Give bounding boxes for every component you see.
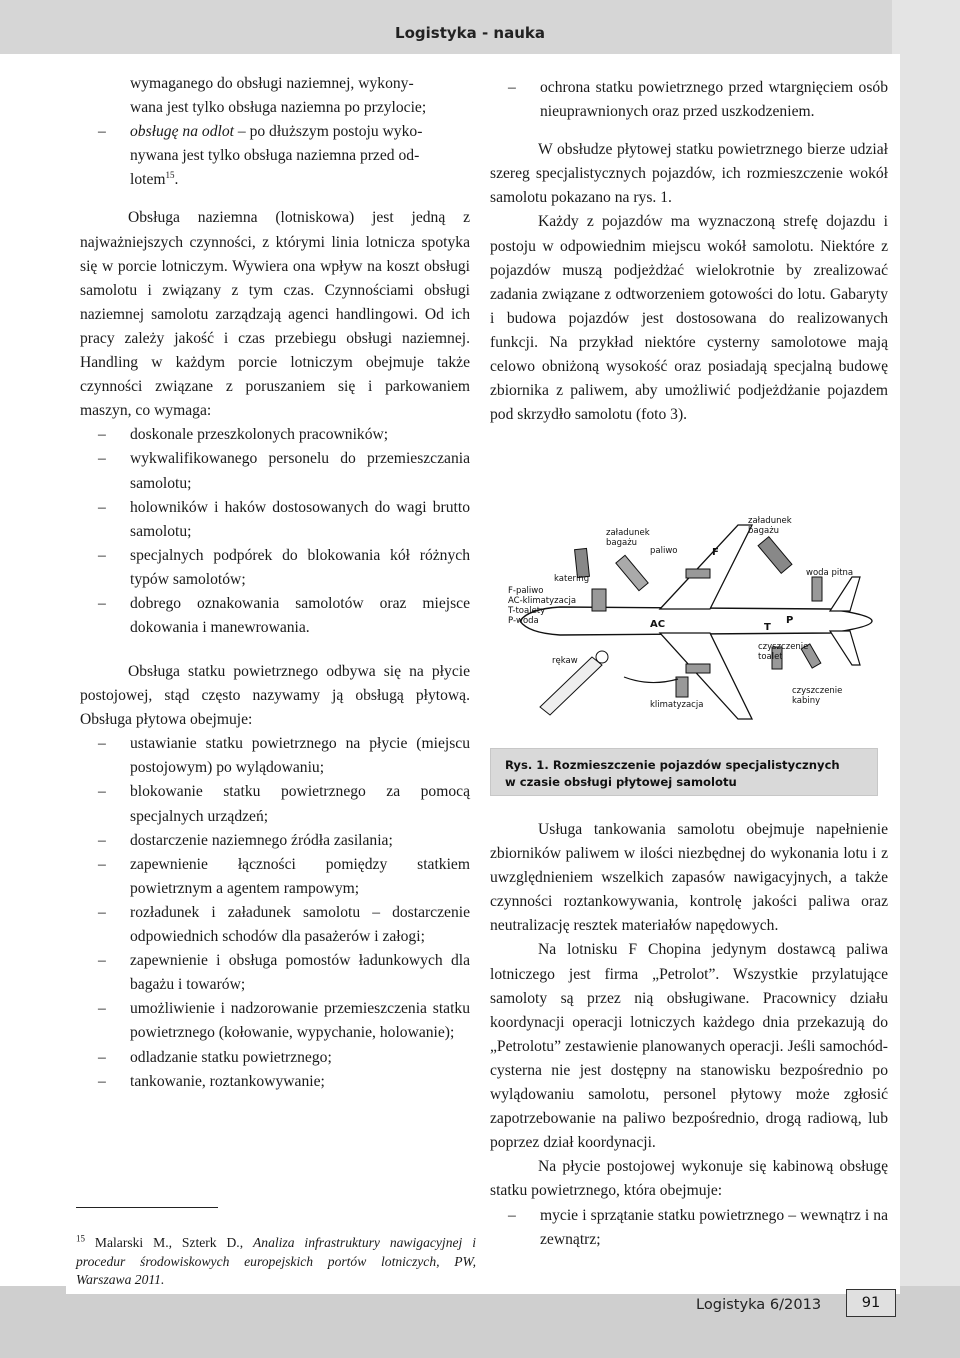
intro-line: lotem [130, 171, 166, 189]
list-item: – rozładunek i załadunek samolotu – dostarczenie odpowiednich schodów dla pasażerów i załogi; [80, 901, 470, 949]
right-column-lower [490, 818, 888, 1252]
marker-ac: AC [650, 619, 666, 630]
requirements-list [80, 423, 470, 640]
list-item: – wykwalifikowanego personelu do przemieszczania samolotu; [80, 447, 470, 495]
label-woda-pitna: woda pitna [806, 568, 854, 578]
baggage-loader-top-icon [758, 537, 792, 574]
aircraft-service-diagram [500, 497, 880, 733]
caption-line: Rys. 1. Rozmieszczenie pojazdów specjalistycznych [505, 758, 840, 772]
paragraph-vehicles: W obsłudze płytowej statku powietrznego bierze udział szereg specjalistycznych pojazdów, ich rozmieszczenie wokół samolotu pokazano na rys. 1. [490, 141, 888, 207]
intro-line-italic: obsługę na odlot [130, 123, 234, 141]
footnote-authors: Malarski M., Szterk D., [94, 1235, 244, 1250]
apron-tasks-list [80, 732, 470, 1093]
intro-list [80, 72, 470, 192]
intro-line: . [174, 171, 179, 189]
list-item: – dostarczenie naziemnego źródła zasilania; [80, 829, 470, 853]
paragraph-refueling: Usługa tankowania samolotu obejmuje napełnienie zbiorników paliwem w ilości niezbędnej do wykonania lotu i z uwzględnieniem wszelkich zapasów nawigacyjnych, a także czynności roztankowywania, kontrolę jakości paliwa oraz neutralizację resztek materiałów napędowych. [490, 821, 888, 935]
aircraft-fuselage [520, 607, 872, 635]
right-margin-band [892, 0, 960, 1358]
footnote-title: Analiza infrastruktury nawigacyjnej i procedur środowiskowych europejskich portów lotniczych, PW, Warszawa 2011. [76, 1235, 476, 1287]
list-item: – ochrona statku powietrznego przed wtargnięciem osób nieuprawnionych oraz przed uszkodzeniem. [490, 76, 888, 124]
list-item: – doskonale przeszkolonych pracowników; [80, 423, 470, 447]
intro-line: nywana jest tylko obsługa naziemna przed od- [130, 147, 420, 165]
label-zaladunek-top: załadunek bagażu [748, 516, 792, 536]
intro-item-departure [80, 120, 470, 192]
paragraph-apron-service: Obsługa statku powietrznego odbywa się na płycie postojowej, stąd często nazywamy ją obsługą płytową. Obsługa płytowa obejmuje: [80, 663, 470, 729]
legend-fuel: F-paliwo [508, 586, 544, 596]
ac-unit-icon [676, 677, 688, 697]
page-number: 91 [846, 1289, 896, 1317]
aircraft-tail-upper [830, 577, 860, 611]
marker-f: F [712, 547, 719, 558]
journal-issue: Logistyka 6/2013 [696, 1296, 822, 1313]
aircraft-wing-upper [660, 525, 752, 609]
running-header: Logistyka - nauka [395, 24, 545, 42]
intro-line: wymaganego do obsługi naziemnej, wykony- [130, 75, 414, 92]
list-item: – zapewnienie i obsługa pomostów ładunkowych dla bagażu i towarów; [80, 949, 470, 997]
label-klimatyzacja: klimatyzacja [650, 700, 704, 710]
cabin-tasks-list [490, 1204, 888, 1252]
list-item: – ustawianie statku powietrznego na płycie (miejscu postojowym) po wylądowaniu; [80, 732, 470, 780]
left-column-lower [80, 660, 470, 1094]
ac-hose [624, 677, 678, 683]
footnote-divider [76, 1207, 218, 1208]
catering-truck-icon [592, 589, 606, 611]
label-czyszczenie-kabiny: czyszczenie kabiny [792, 686, 843, 706]
footnote [76, 1234, 476, 1290]
list-item: – umożliwienie i nadzorowanie przemieszczenia statku powietrznego (kołowanie, wypychanie, holowanie); [80, 997, 470, 1045]
label-paliwo: paliwo [650, 546, 678, 556]
label-rekaw: rękaw [552, 656, 578, 666]
legend-toilets: T-toalety [508, 606, 546, 616]
list-item: – mycie i sprzątanie statku powietrznego – wewnątrz i na zewnątrz; [490, 1204, 888, 1252]
left-column-upper [80, 72, 470, 640]
paragraph-petrolot: Na lotnisku F Chopina jedynym dostawcą paliwa lotniczego jest firma „Petrolot”. Wszystkie przylatujące samoloty są przez nią obsługiwane. Pracownicy działu koordynacji operacji lotniczych każdego dnia przekazują do „Petrolotu” zestawienie planowanych operacji. Jeśli samochód-cysterna nie jest dostępny na stanowisku bezpośrednio po wylądowaniu samolotu, personel płytowy może zgłosić zapotrzebowanie na paliwo bezpośrednio, drogą radiową, lub poprzez dział koordynacji. [490, 941, 888, 1152]
footnote-number: 15 [76, 1233, 85, 1244]
intro-item-continued [80, 72, 470, 120]
protection-list [490, 76, 888, 124]
marker-p: P [786, 615, 794, 626]
list-item: – specjalnych podpórek do blokowania kół różnych typów samolotów; [80, 544, 470, 592]
marker-t: T [764, 622, 771, 633]
list-item: – dobrego oznakowania samolotów oraz miejsce dokowania i manewrowania. [80, 592, 470, 640]
footnote-ref[interactable]: 15 [165, 170, 175, 181]
engine-icon [686, 569, 710, 578]
label-czyszczenie-toalet: czyszczenie toalet [758, 642, 809, 662]
intro-line: – po dłuższym postoju wyko- [233, 123, 423, 141]
list-item: – holowników i haków dostosowanych do wagi brutto samolotu; [80, 496, 470, 544]
list-item: – zapewnienie łączności pomiędzy statkiem powietrznym a agentem rampowym; [80, 853, 470, 901]
engine-icon [686, 664, 710, 673]
paragraph-ground-handling: Obsługa naziemna (lotniskowa) jest jedną z najważniejszych czynności, z którymi linia lotnicza spotyka się w porcie lotniczym. Wywiera ona wpływ na koszt obsługi samolotu i związany z tym czas. Czynnościami obsługi naziemnej samolotu zarządzają agenci handlingowi. Od ich pracy zależy jakość i czas przebiegu obsługi naziemnej. Handling w każdym porcie lotniczym obejmuje także czynności związane z poruszaniem się i parkowaniem maszyn, co wymaga: [80, 209, 470, 420]
label-zaladunek-left: załadunek bagażu [606, 528, 650, 548]
legend-ac: AC-klimatyzacja [508, 596, 577, 606]
paragraph-cabin-service: Na płycie postojowej wykonuje się kabinową obsługę statku powietrznego, która obejmuje: [490, 1158, 888, 1200]
figure-caption [490, 748, 878, 796]
water-truck-icon [812, 577, 822, 601]
label-katering: katering [554, 574, 590, 584]
list-item: – tankowanie, roztankowywanie; [80, 1070, 470, 1094]
right-column-upper [490, 76, 888, 427]
intro-line: wana jest tylko obsługa naziemna po przylocie; [130, 99, 427, 117]
diagram-svg [500, 497, 880, 733]
paragraph-vehicle-zones: Każdy z pojazdów ma wyznaczoną strefę dojazdu i postoju w odpowiednim miejscu wokół samolotu. Niektóre z pojazdów muszą podjeżdżać wielokrotnie by zrealizować zadania związane z odtworzeniem gotowości do lotu. Gabaryty i budowa pojazdów jest dostosowana do realizowanych funkcji. Na przykład niektóre cysterny samolotowe mają celowo obniżoną wysokość oraz posiadają specjalną budowę zbiornika z paliwem, aby umożliwić podjeżdżanie pojazdem pod skrzydło samolotu (foto 3). [490, 213, 888, 424]
jet-bridge-rotunda [596, 651, 608, 663]
caption-line: w czasie obsługi płytowej samolotu [505, 775, 737, 789]
aircraft-tail-lower [830, 631, 860, 665]
legend-water: P-woda [508, 616, 539, 626]
fuel-truck-icon [616, 555, 648, 590]
list-item: – blokowanie statku powietrznego za pomocą specjalnych urządzeń; [80, 780, 470, 828]
list-item: – odladzanie statku powietrznego; [80, 1046, 470, 1070]
